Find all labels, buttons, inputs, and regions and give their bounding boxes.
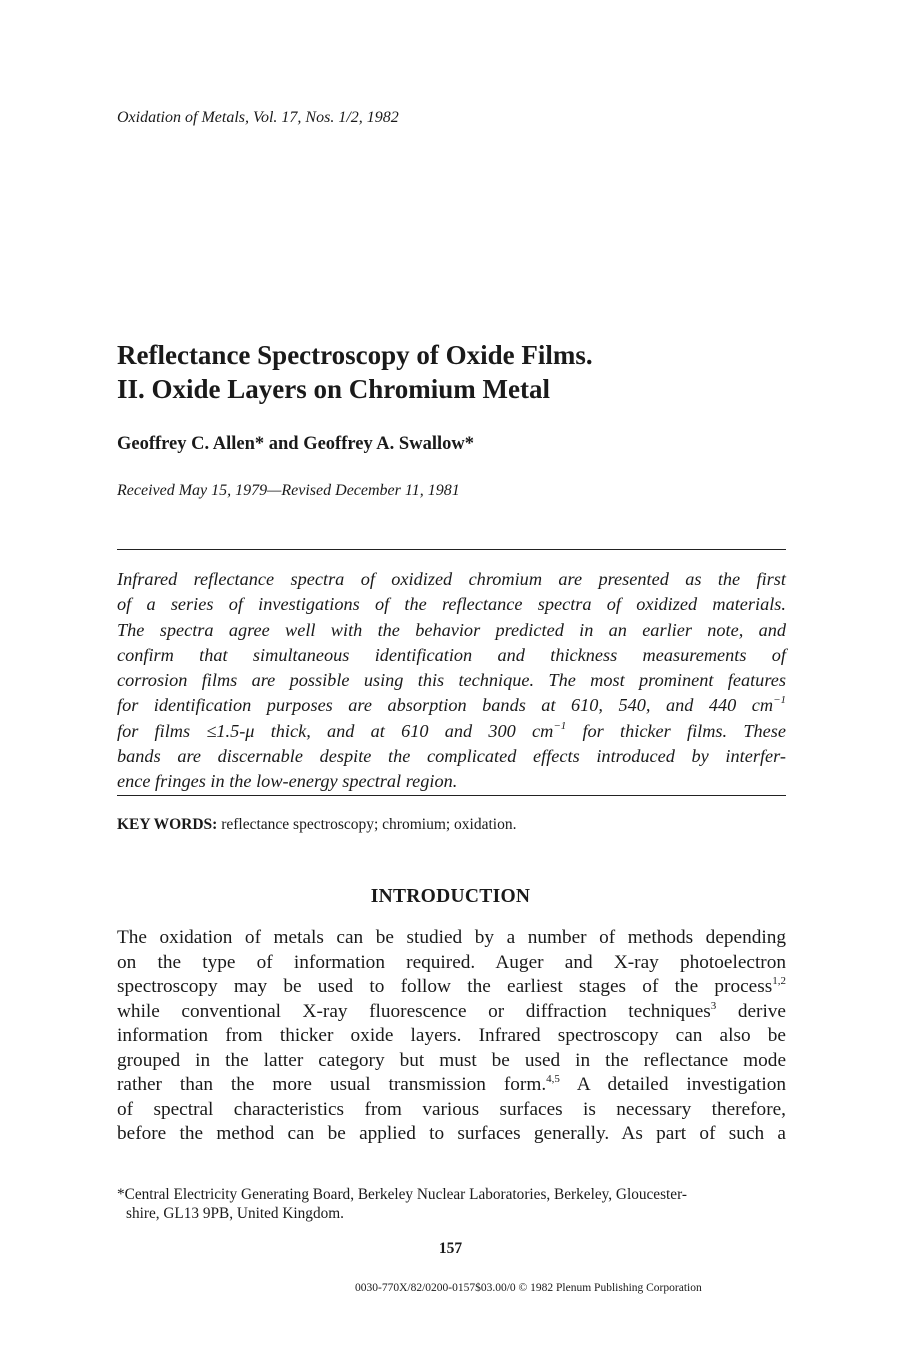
body-line: on the type of information required. Auger and X-ray photoelectron bbox=[117, 951, 786, 973]
abstract-line-text: for thicker films. These bbox=[566, 720, 786, 741]
abstract-line: ence fringes in the low-energy spectral region. bbox=[117, 771, 458, 792]
reference-superscript: 4,5 bbox=[546, 1073, 560, 1085]
title-line-2: II. Oxide Layers on Chromium Metal bbox=[117, 374, 550, 404]
body-line-text: derive bbox=[716, 1000, 786, 1022]
body-line bbox=[117, 975, 786, 1000]
abstract bbox=[117, 567, 786, 795]
body-line-text: spectroscopy may be used to follow the earliest stages of the process bbox=[117, 976, 773, 997]
received-dates: Received May 15, 1979—Revised December 11, 1981 bbox=[117, 482, 460, 499]
reference-superscript: 1,2 bbox=[772, 975, 786, 987]
abstract-line: corrosion films are possible using this technique. The most prominent features bbox=[117, 670, 786, 691]
abstract-line: confirm that simultaneous identification and thickness measurements of bbox=[117, 644, 786, 665]
body-line: The oxidation of metals can be studied by a number of methods depending bbox=[117, 927, 786, 948]
authors: Geoffrey C. Allen* and Geoffrey A. Swallow* bbox=[117, 434, 474, 454]
journal-citation: Oxidation of Metals, Vol. 17, Nos. 1/2, 1982 bbox=[117, 109, 399, 126]
abstract-top-rule bbox=[117, 549, 786, 550]
footnote-line-1: *Central Electricity Generating Board, Berkeley Nuclear Laboratories, Berkeley, Gloucester- bbox=[117, 1186, 687, 1203]
abstract-line bbox=[117, 693, 786, 718]
abstract-line: Infrared reflectance spectra of oxidized chromium are presented as the first bbox=[117, 569, 786, 589]
introduction-body bbox=[117, 926, 786, 1147]
keywords bbox=[117, 816, 516, 834]
keywords-label: KEY WORDS: bbox=[117, 816, 218, 833]
footnote-line-2: shire, GL13 9PB, United Kingdom. bbox=[126, 1205, 344, 1222]
footnote bbox=[117, 1185, 786, 1223]
keywords-text: reflectance spectroscopy; chromium; oxidation. bbox=[221, 816, 517, 833]
abstract-line: of a series of investigations of the reflectance spectra of oxidized materials. bbox=[117, 594, 786, 615]
page-number: 157 bbox=[438, 1240, 463, 1257]
title-line-1: Reflectance Spectroscopy of Oxide Films. bbox=[117, 340, 593, 370]
body-line: of spectral characteristics from various surfaces is necessary therefore, bbox=[117, 1098, 786, 1120]
abstract-bottom-rule bbox=[117, 795, 786, 796]
copyright-line: 0030-770X/82/0200-0157$03.00/0 © 1982 Plenum Publishing Corporation bbox=[355, 1282, 702, 1294]
body-line: information from thicker oxide layers. Infrared spectroscopy can also be bbox=[117, 1025, 786, 1046]
body-line bbox=[117, 1000, 786, 1025]
paper-title bbox=[117, 338, 593, 406]
exponent: −1 bbox=[553, 719, 567, 732]
section-heading: INTRODUCTION bbox=[370, 886, 531, 907]
body-line-text: rather than the more usual transmission form. bbox=[117, 1074, 547, 1095]
reference-superscript: 3 bbox=[710, 999, 717, 1012]
abstract-line-text: for films ≤1.5-μ thick, and at 610 and 300 cm bbox=[117, 720, 554, 741]
abstract-line bbox=[117, 719, 786, 744]
body-line: before the method can be applied to surfaces generally. As part of such a bbox=[117, 1123, 786, 1144]
exponent: −1 bbox=[773, 694, 786, 707]
body-line bbox=[117, 1073, 786, 1098]
abstract-line: bands are discernable despite the complicated effects introduced by interfer- bbox=[117, 746, 786, 767]
abstract-line-text: for identification purposes are absorption bands at 610, 540, and 440 cm bbox=[117, 695, 774, 716]
body-line-text: while conventional X-ray fluorescence or diffraction techniques bbox=[117, 1000, 711, 1022]
body-line: grouped in the latter category but must be used in the reflectance mode bbox=[117, 1049, 786, 1071]
body-line-text: A detailed investigation bbox=[559, 1074, 787, 1095]
abstract-line: The spectra agree well with the behavior predicted in an earlier note, and bbox=[117, 619, 786, 640]
